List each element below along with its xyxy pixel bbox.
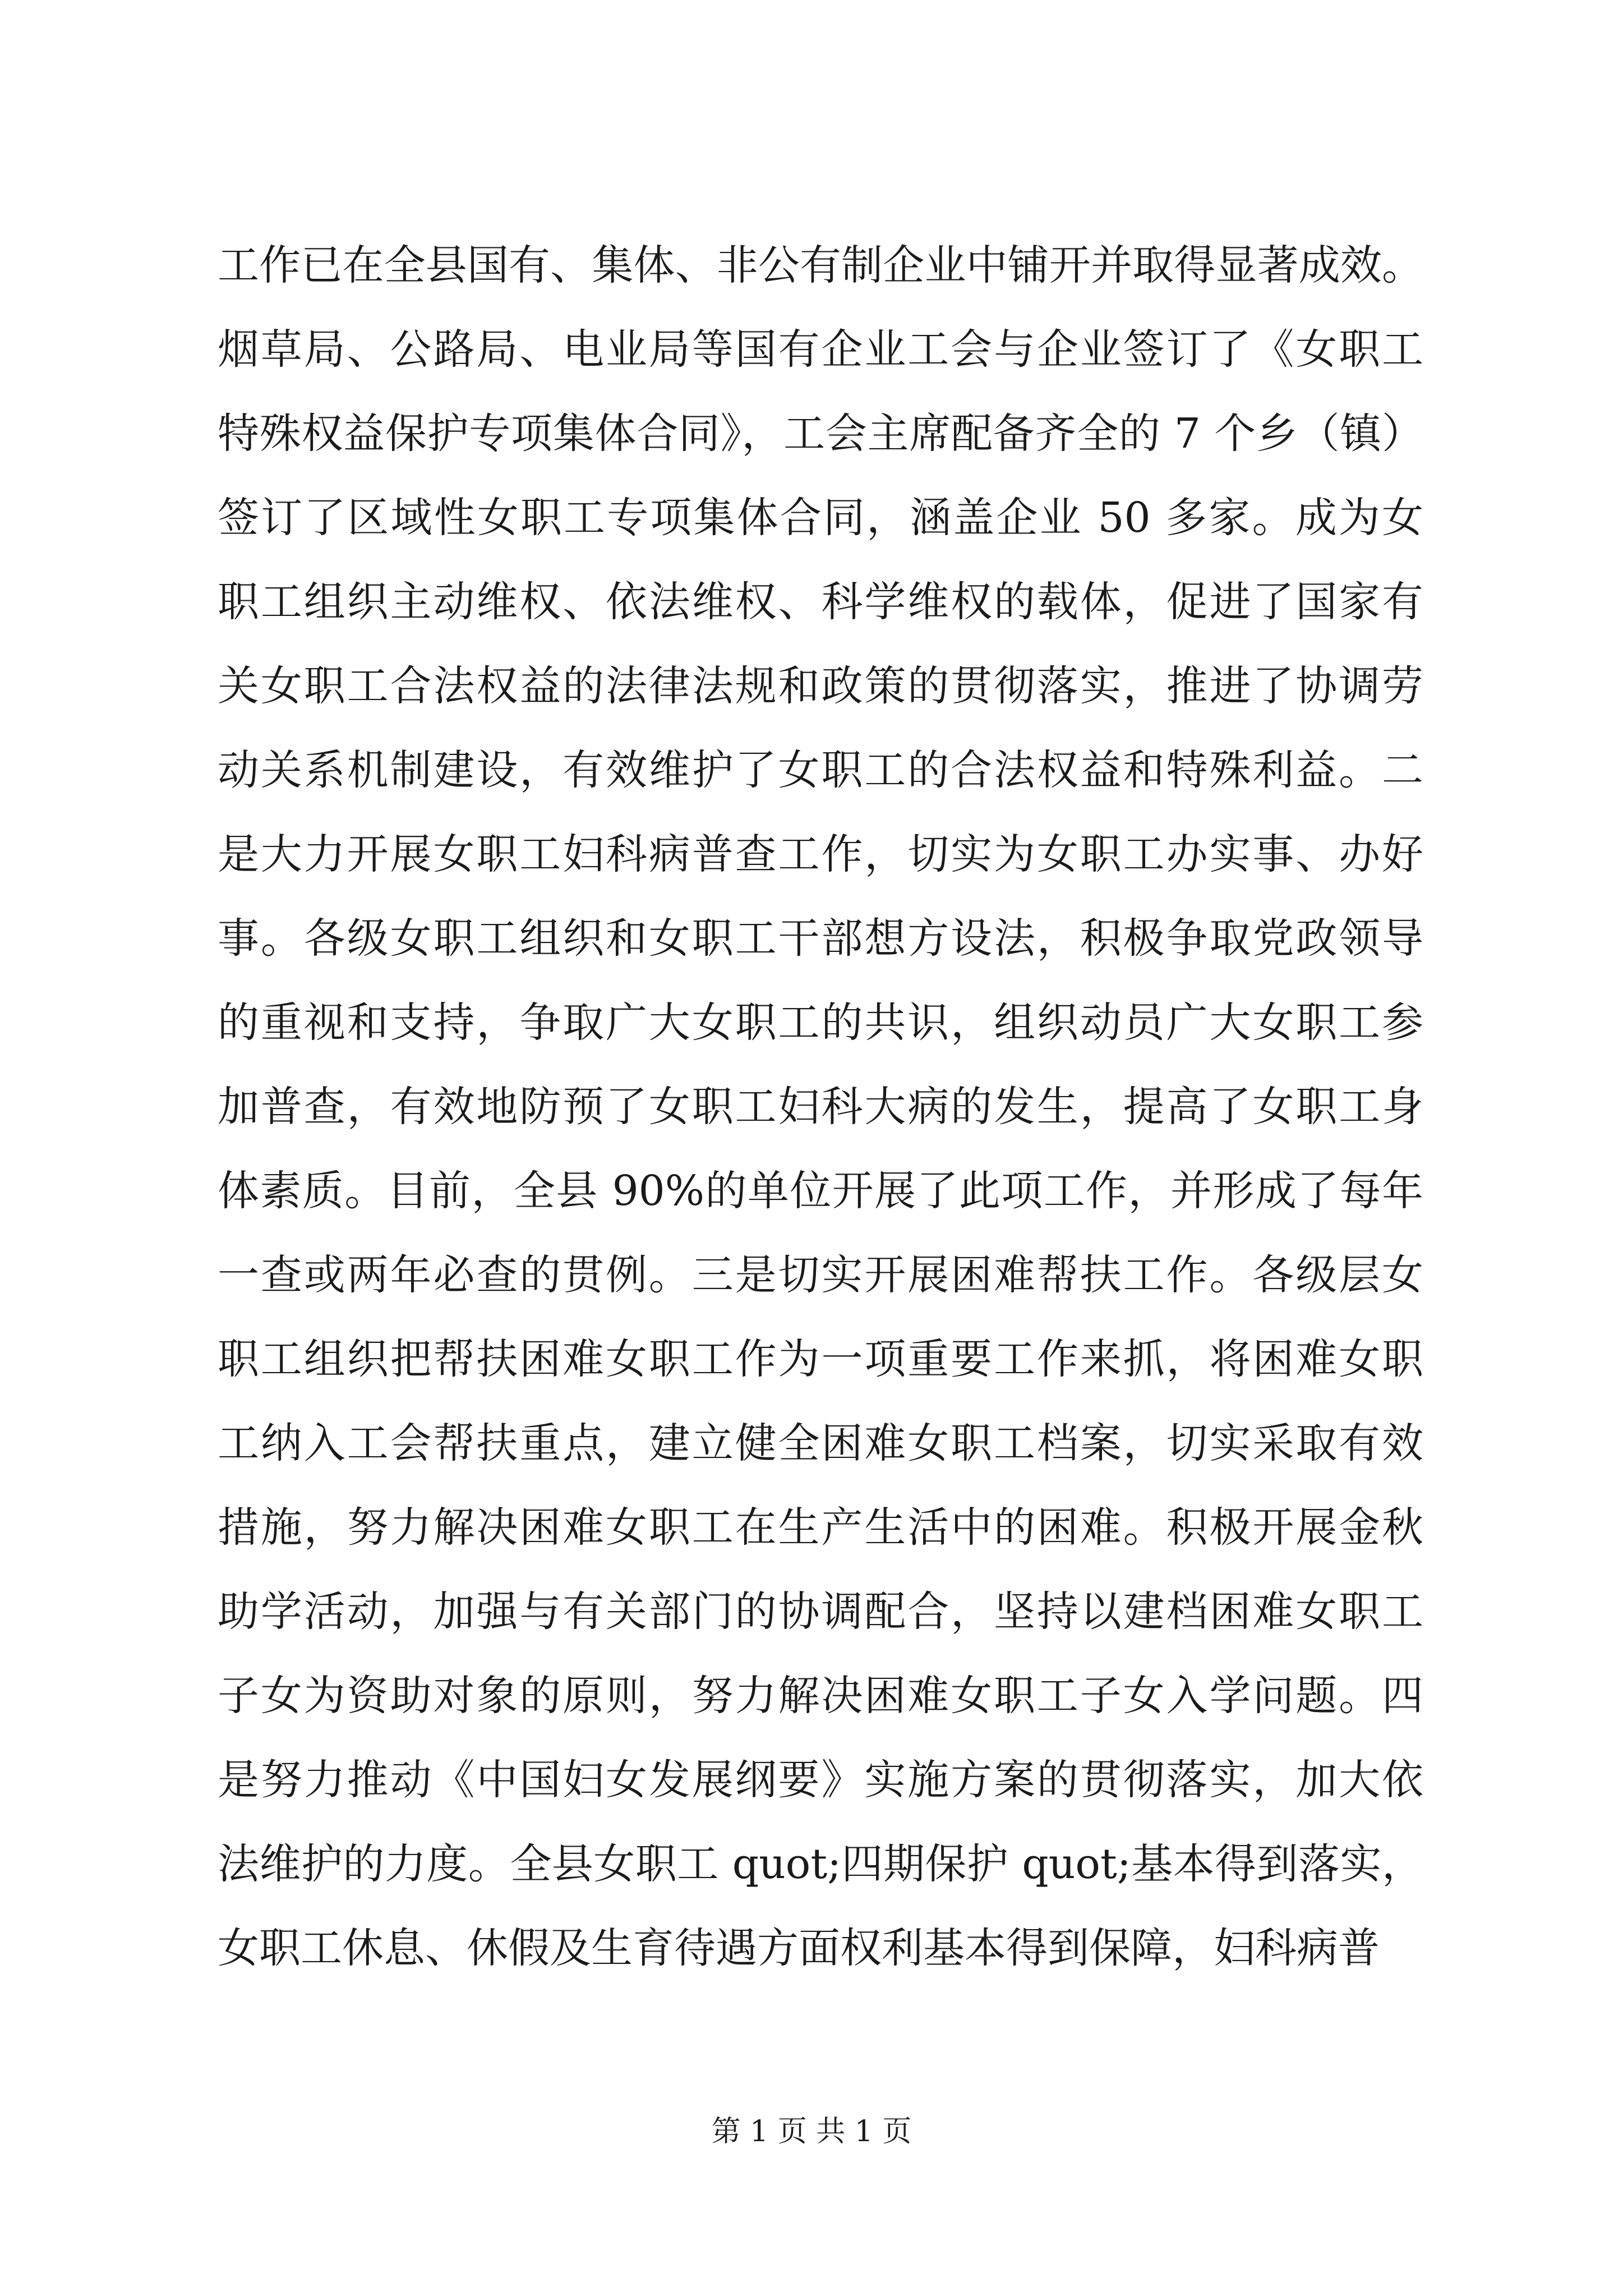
text-line: 的重视和支持，争取广大女职工的共识，组织动员广大女职工参 <box>218 999 1423 1047</box>
text-line: 体素质。目前，全县 90%的单位开展了此项工作，并形成了每年 <box>218 1167 1423 1215</box>
text-line: 职工组织主动维权、依法维权、科学维权的载体，促进了国家有 <box>218 578 1423 626</box>
text-line: 工作已在全县国有、集体、非公有制企业中铺开并取得显著成效。 <box>218 241 1423 289</box>
body-text <box>218 223 1423 1990</box>
text-line: 法维护的力度。全县女职工 quot;四期保护 quot;基本得到落实， <box>218 1840 1423 1888</box>
page-number-footer: 第 1 页 共 1 页 <box>711 2115 912 2148</box>
text-line: 是努力推动《中国妇女发展纲要》实施方案的贯彻落实，加大依 <box>218 1756 1423 1804</box>
text-line: 特殊权益保护专项集体合同》，工会主席配备齐全的 7 个乡（镇） <box>218 409 1423 458</box>
text-line: 子女为资助对象的原则，努力解决困难女职工子女入学问题。四 <box>218 1672 1423 1720</box>
text-line: 加普查，有效地防预了女职工妇科大病的发生，提高了女职工身 <box>218 1083 1423 1131</box>
text-line: 一查或两年必查的贯例。三是切实开展困难帮扶工作。各级层女 <box>218 1251 1423 1299</box>
text-line: 职工组织把帮扶困难女职工作为一项重要工作来抓，将困难女职 <box>218 1335 1423 1383</box>
text-line: 助学活动，加强与有关部门的协调配合，坚持以建档困难女职工 <box>218 1588 1423 1636</box>
text-line: 女职工休息、休假及生育待遇方面权利基本得到保障，妇科病普 <box>218 1924 1380 1972</box>
text-line: 签订了区域性女职工专项集体合同，涵盖企业 50 多家。成为女 <box>218 494 1423 542</box>
text-line: 关女职工合法权益的法律法规和政策的贯彻落实，推进了协调劳 <box>218 662 1423 710</box>
text-line: 是大力开展女职工妇科病普查工作，切实为女职工办实事、办好 <box>218 830 1423 878</box>
text-line: 动关系机制建设，有效维护了女职工的合法权益和特殊利益。二 <box>218 746 1423 794</box>
text-line: 烟草局、公路局、电业局等国有企业工会与企业签订了《女职工 <box>218 325 1423 374</box>
text-line: 工纳入工会帮扶重点，建立健全困难女职工档案，切实采取有效 <box>218 1419 1423 1467</box>
text-line: 措施，努力解决困难女职工在生产生活中的困难。积极开展金秋 <box>218 1503 1423 1552</box>
text-line: 事。各级女职工组织和女职工干部想方设法，积极争取党政领导 <box>218 914 1423 963</box>
